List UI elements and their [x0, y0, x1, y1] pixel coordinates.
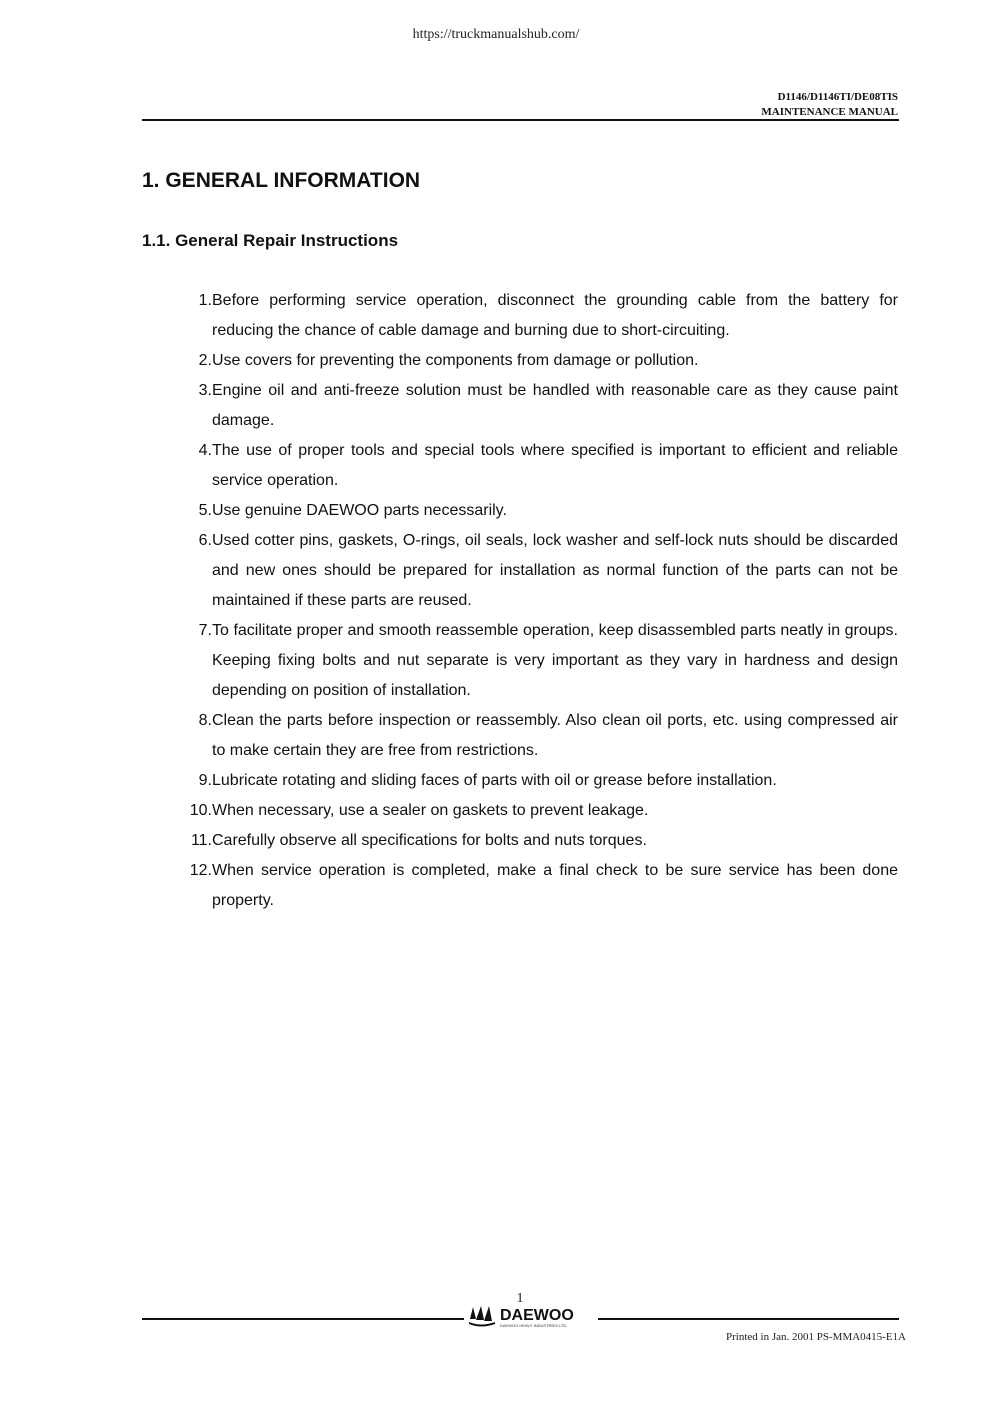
model-line: D1146/D1146TI/DE08TIS — [777, 91, 898, 103]
instruction-item — [174, 436, 898, 496]
instruction-number: 4. — [198, 442, 212, 459]
instruction-item — [174, 796, 898, 826]
page-number: 1 — [516, 1291, 524, 1306]
instruction-text: Use genuine DAEWOO parts necessarily. — [212, 502, 507, 519]
instruction-text: To facilitate proper and smooth reassemble operation, keep disassembled parts neatly in groups. Keeping fixing bolts and nut separate is very important as they vary in hardness and design depending on position of installation. — [212, 622, 898, 699]
instruction-number: 3. — [198, 382, 212, 399]
instruction-number: 1. — [198, 292, 212, 309]
footer-divider-right — [598, 1318, 899, 1320]
instruction-number: 2. — [198, 352, 212, 369]
instruction-item — [174, 346, 898, 376]
section-title: 1. GENERAL INFORMATION — [142, 169, 421, 192]
logo-wordmark: DAEWOO — [500, 1307, 574, 1324]
instruction-text: When necessary, use a sealer on gaskets to prevent leakage. — [212, 802, 649, 819]
instruction-number: 12. — [189, 862, 212, 879]
instruction-item — [174, 286, 898, 346]
instruction-item — [174, 526, 898, 616]
footer-divider-left — [142, 1318, 464, 1320]
manual-header — [761, 90, 898, 120]
instruction-item — [174, 766, 898, 796]
instruction-number: 8. — [198, 712, 212, 729]
instruction-text: The use of proper tools and special tools where specified is important to efficient and reliable service operation. — [212, 442, 898, 489]
instruction-item — [174, 376, 898, 436]
instruction-text: Use covers for preventing the components from damage or pollution. — [212, 352, 699, 369]
instruction-number: 10. — [189, 802, 212, 819]
instruction-item — [174, 496, 898, 526]
subsection-title: 1.1. General Repair Instructions — [142, 231, 399, 250]
logo-subtext: DAEWOO HEAVY INDUSTRIES LTD. — [500, 1323, 568, 1328]
daewoo-logo — [467, 1303, 595, 1329]
instruction-number: 5. — [198, 502, 212, 519]
instruction-item — [174, 706, 898, 766]
source-url: https://truckmanualshub.com/ — [412, 27, 580, 42]
instruction-item — [174, 616, 898, 706]
instruction-number: 6. — [198, 532, 212, 549]
instruction-text: Clean the parts before inspection or reassembly. Also clean oil ports, etc. using compressed air to make certain they are free from restrictions. — [212, 712, 898, 759]
instruction-text: Used cotter pins, gaskets, O-rings, oil seals, lock washer and self-lock nuts should be discarded and new ones should be prepared for installation as normal function of the parts can not be maintained if these parts are reused. — [212, 532, 898, 609]
print-info: Printed in Jan. 2001 PS-MMA0415-E1A — [726, 1331, 906, 1343]
instruction-list — [174, 286, 898, 916]
instruction-text: When service operation is completed, make a final check to be sure service has been done property. — [212, 862, 898, 909]
instruction-text: Carefully observe all specifications for bolts and nuts torques. — [212, 832, 647, 849]
instruction-number: 9. — [198, 772, 212, 789]
instruction-number: 11. — [190, 832, 212, 849]
manual-line: MAINTENANCE MANUAL — [761, 106, 898, 118]
instruction-item — [174, 856, 898, 916]
instruction-text: Before performing service operation, disconnect the grounding cable from the battery for reducing the chance of cable damage and burning due to short-circuiting. — [212, 292, 898, 339]
instruction-text: Engine oil and anti-freeze solution must be handled with reasonable care as they cause paint damage. — [212, 382, 898, 429]
header-divider — [142, 119, 899, 121]
instruction-text: Lubricate rotating and sliding faces of parts with oil or grease before installation. — [212, 772, 777, 789]
instruction-number: 7. — [198, 622, 212, 639]
instruction-item — [174, 826, 898, 856]
